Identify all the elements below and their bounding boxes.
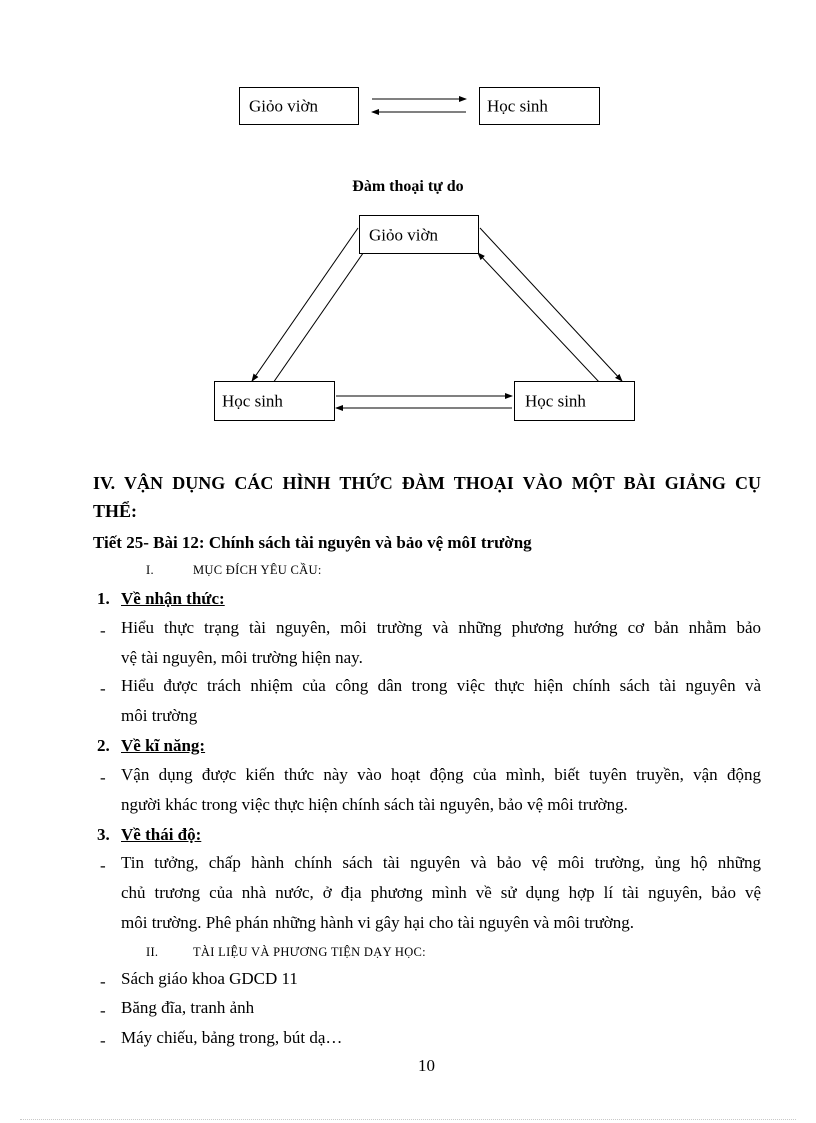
sub3-b1-line2: chủ trương của nhà nước, ở địa phương mình về sử dụng hợp lí tài nguyên, bảo vệ: [121, 883, 761, 902]
sub1-b1-line1: Hiểu thực trạng tài nguyên, môi trường và những phương hướng cơ bản nhằm bảo: [121, 618, 761, 637]
teacher-label-top: Giỏo viờn: [249, 96, 318, 116]
lesson-title: Tiết 25- Bài 12: Chính sách tài nguyên và bảo vệ môI trường: [93, 533, 532, 552]
sub2-b1-line2: người khác trong việc thực hiện chính sách tài nguyên, bảo vệ môi trường.: [121, 795, 628, 814]
diagram-caption: Đàm thoại tự do: [352, 178, 464, 195]
part2-b1: Sách giáo khoa GDCD 11: [121, 969, 298, 988]
part2-b2: Băng đĩa, tranh ảnh: [121, 998, 255, 1017]
teacher-box-triangle: [359, 215, 479, 254]
student-box-right: [514, 381, 635, 421]
part1-number: I.: [146, 563, 154, 577]
student-label-top: Học sinh: [487, 96, 548, 116]
sub1-title: Về nhận thức:: [121, 589, 225, 608]
sub1-number: 1.: [97, 589, 110, 608]
sub3-title: Về thái độ:: [121, 825, 202, 844]
arrow-teacher-to-right-student: [480, 228, 622, 381]
bullet: -: [100, 768, 106, 787]
sub2-b1-line1: Vận dụng được kiến thức này vào hoạt động của mình, biết tuyên truyền, vận động: [121, 765, 761, 784]
student-label-left: Học sinh: [222, 391, 283, 411]
bullet: -: [100, 1001, 106, 1020]
page-bottom-border: [20, 1119, 796, 1121]
section-iv-heading: IV. VẬN DỤNG CÁC HÌNH THỨC ĐÀM THOẠI VÀO MỘT BÀI GIẢNG CỤ: [93, 473, 761, 493]
arrow-left-student-to-teacher: [273, 246, 368, 383]
sub1-b2-line1: Hiểu được trách nhiệm của công dân trong việc thực hiện chính sách tài nguyên và: [121, 676, 761, 695]
part2-b3: Máy chiếu, bảng trong, bút dạ…: [121, 1028, 343, 1047]
bullet: -: [100, 679, 106, 698]
student-label-right: Học sinh: [525, 391, 586, 411]
sub2-number: 2.: [97, 736, 110, 755]
part1-title: MỤC ĐÍCH YÊU CẦU:: [193, 563, 322, 577]
sub1-b2-line2: môi trường: [121, 706, 198, 725]
part2-title: TÀI LIỆU VÀ PHƯƠNG TIỆN DẠY HỌC:: [193, 945, 426, 959]
arrow-teacher-to-left-student: [252, 228, 358, 381]
student-box-left: [214, 381, 335, 421]
sub3-b1-line1: Tin tưởng, chấp hành chính sách tài nguyên và bảo vệ môi trường, ủng hộ những: [121, 853, 761, 872]
sub3-number: 3.: [97, 825, 110, 844]
page-number: 10: [418, 1056, 435, 1075]
bullet: -: [100, 1031, 106, 1050]
arrow-right-student-to-teacher: [478, 253, 600, 383]
teacher-label-triangle: Giỏo viờn: [369, 225, 438, 244]
sub3-b1-line3: môi trường. Phê phán những hành vi gây hại cho tài nguyên và môi trường.: [121, 913, 635, 932]
bullet: -: [100, 972, 106, 991]
section-iv-heading-cont: THỂ:: [93, 501, 138, 521]
sub1-b1-line2: vệ tài nguyên, môi trường hiện nay.: [121, 648, 363, 667]
part2-number: II.: [146, 945, 159, 959]
bullet: -: [100, 856, 106, 875]
bullet: -: [100, 621, 106, 640]
sub2-title: Về kĩ năng:: [121, 736, 206, 755]
